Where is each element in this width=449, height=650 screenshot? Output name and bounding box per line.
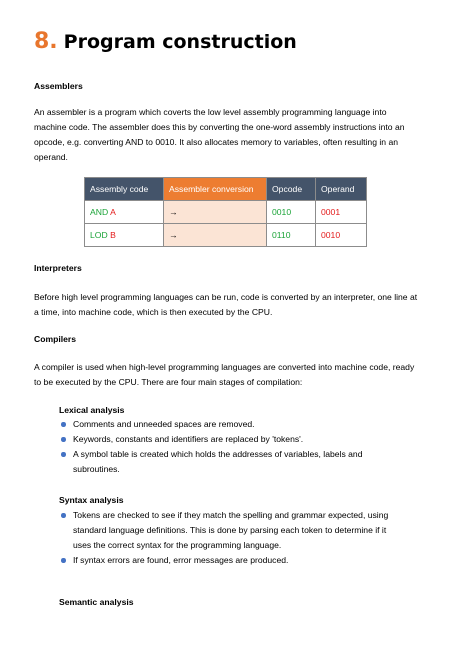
table-row [85, 224, 367, 247]
opcode-cell: 0110 [267, 224, 316, 247]
interpreters-paragraph: Before high level programming languages can be run, code is converted by an interpreter, one line at a time, into machine code, which is then executed by the CPU. [34, 292, 418, 317]
instruction-text: AND [90, 207, 109, 217]
list-item: Keywords, constants and identifiers are replaced by 'tokens'. [59, 432, 399, 447]
instruction-text: LOD [90, 230, 108, 240]
header-opcode: Opcode [267, 178, 316, 201]
conversion-arrow-cell: → [164, 224, 267, 247]
header-assembler-conversion: Assembler conversion [164, 178, 267, 201]
variable-text: A [110, 207, 116, 217]
operand-cell: 0001 [316, 201, 367, 224]
assembly-code-cell [85, 224, 164, 247]
opcode-cell: 0010 [267, 201, 316, 224]
section-title-text: Program construction [63, 31, 297, 53]
header-assembly-code: Assembly code [85, 178, 164, 201]
section-title [34, 30, 297, 54]
table-row [85, 201, 367, 224]
list-item: If syntax errors are found, error messages are produced. [59, 553, 399, 568]
section-number: 8. [34, 29, 58, 54]
compilers-paragraph: A compiler is used when high-level programming languages are converted into machine code, ready to be executed by the CPU. There are four main stages of compilation: [34, 362, 415, 387]
list-item: Tokens are checked to see if they match the spelling and grammar expected, using standard language definitions. This is done by parsing each token to determine if it uses the correct syntax for the programming language. [59, 508, 399, 553]
list-item: Comments and unneeded spaces are removed. [59, 417, 399, 432]
lexical-analysis-list [59, 417, 399, 477]
assemblers-heading: Assemblers [34, 81, 83, 91]
header-operand: Operand [316, 178, 367, 201]
variable-text: B [110, 230, 116, 240]
operand-cell: 0010 [316, 224, 367, 247]
lexical-analysis-heading: Lexical analysis [59, 405, 125, 415]
compilers-heading: Compilers [34, 334, 77, 344]
list-item: A symbol table is created which holds the addresses of variables, labels and subroutines. [59, 447, 399, 477]
assembly-code-cell [85, 201, 164, 224]
conversion-arrow-cell: → [164, 201, 267, 224]
syntax-analysis-heading: Syntax analysis [59, 495, 124, 505]
syntax-analysis-list [59, 508, 399, 568]
semantic-analysis-heading: Semantic analysis [59, 597, 134, 607]
assembler-conversion-table [84, 177, 367, 247]
assemblers-paragraph: An assembler is a program which coverts the low level assembly programming language into machine code. The assembler does this by converting the one-word assembly instructions into an opcode, e.g. converting AND to 0010. It also allocates memory to variables, often resulting in an operand. [34, 107, 405, 162]
table-header-row [85, 178, 367, 201]
interpreters-heading: Interpreters [34, 263, 82, 273]
